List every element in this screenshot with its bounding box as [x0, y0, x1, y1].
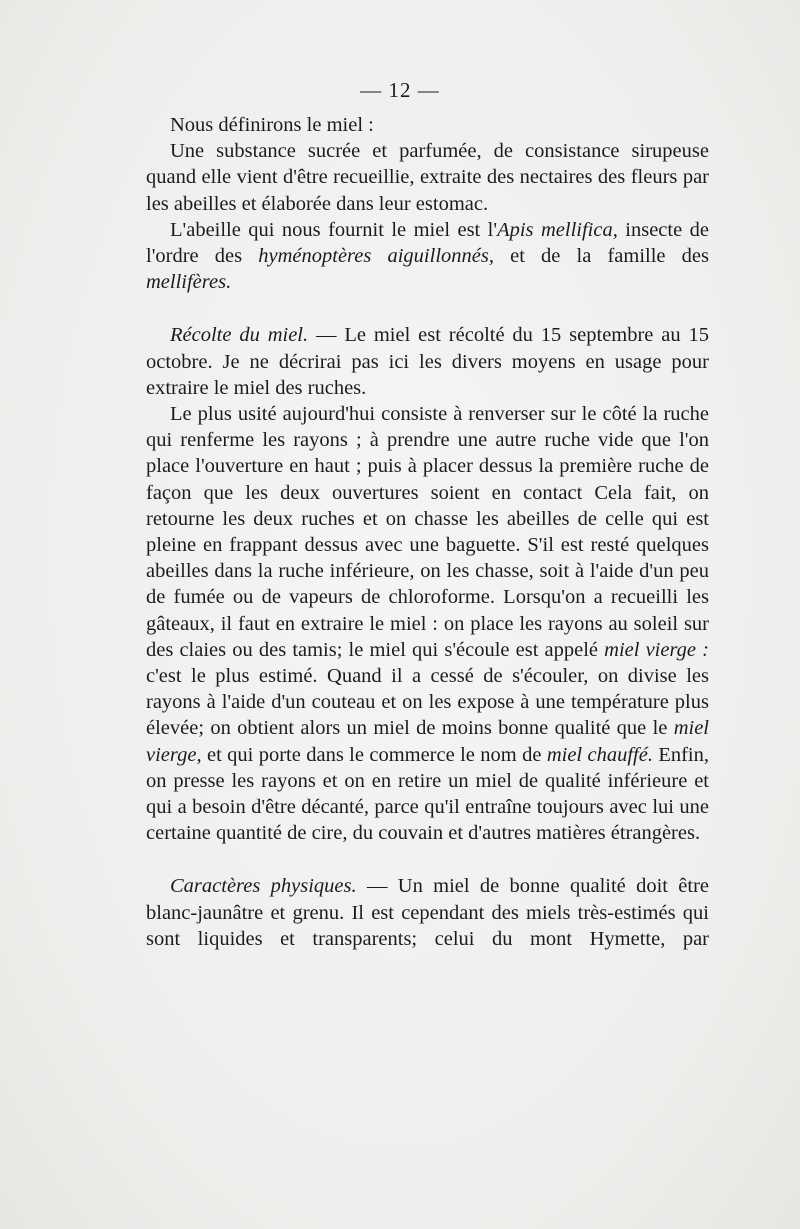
- order-name: hyménoptères aiguillonnés,: [258, 245, 494, 268]
- caracteres-paragraph: Caractères physiques. — Un miel de bonne qualité doit être blanc-jaunâtre et grenu. Il est cependant des miels très-estimés qui sont liquides et transparents; celui du mont Hymette, par: [146, 875, 710, 950]
- recolte-title: Récolte du miel.: [170, 324, 309, 347]
- term-miel-chauffe: miel chauffé.: [546, 743, 653, 766]
- abeille-paragraph: L'abeille qui nous fournit le miel est l'Apis mellifica, insecte de l'ordre des hyménoptères aiguillonnés, et de la famille des mellifères.: [146, 218, 709, 294]
- methode-paragraph: Le plus usité aujourd'hui consiste à renverser sur le côté la ruche qui renferme les rayons ; à prendre une autre ruche vide que l'on place l'ouverture en haut ; puis à placer dessus la première ruche de façon que les deux ouvertures soient en contact Cela fait, on retourne les deux ruches et on chasse les abeilles de celle qui est pleine en frappant dessus avec une baguette. S'il est resté quelques abeilles dans la ruche inférieure, on les chasse, soit à l'aide d'un peu de fumée ou de vapeurs de chloroforme. Lorsqu'on a recueilli les gâteaux, il faut en extraire le miel : on place les rayons au soleil sur des claies ou des tamis; le miel qui s'écoule est appelé miel vierge : c'est le plus estimé. Quand il a cessé de s'écouler, on divise les rayons à l'aide d'un couteau et on les expose à une température plus élevée; on obtient alors un miel de moins bonne qualité que le miel vierge, et qui porte dans le commerce le nom de miel chauffé. Enfin, on presse les rayons et on en retire un miel de qualité inférieure et qui a besoin d'être décanté, parce qu'il entraîne toujours avec lui une certaine quantité de cire, du couvain et d'autres matières étrangères.: [146, 403, 710, 845]
- page-number: — 12 —: [360, 78, 440, 102]
- heading-line: Nous définirons le miel :: [170, 114, 374, 136]
- body-text: [146, 112, 709, 952]
- term-miel-vierge-2: miel vierge,: [146, 717, 709, 766]
- caracteres-title: Caractères physiques.: [170, 875, 357, 898]
- term-miel-vierge: miel vierge :: [604, 638, 709, 661]
- family-name: mellifères.: [146, 271, 232, 294]
- species-name: Apis mellifica,: [497, 218, 618, 241]
- recolte-paragraph: Récolte du miel. — Le miel est récolté du 15 septembre au 15 octobre. Je ne décrirai pas ici les divers moyens en usage pour extraire le miel des ruches.: [146, 324, 709, 399]
- definition-paragraph: Une substance sucrée et parfumée, de consistance sirupeuse quand elle vient d'être recueillie, extraite des nectaires des fleurs par les abeilles et élaborée dans leur estomac.: [146, 140, 709, 215]
